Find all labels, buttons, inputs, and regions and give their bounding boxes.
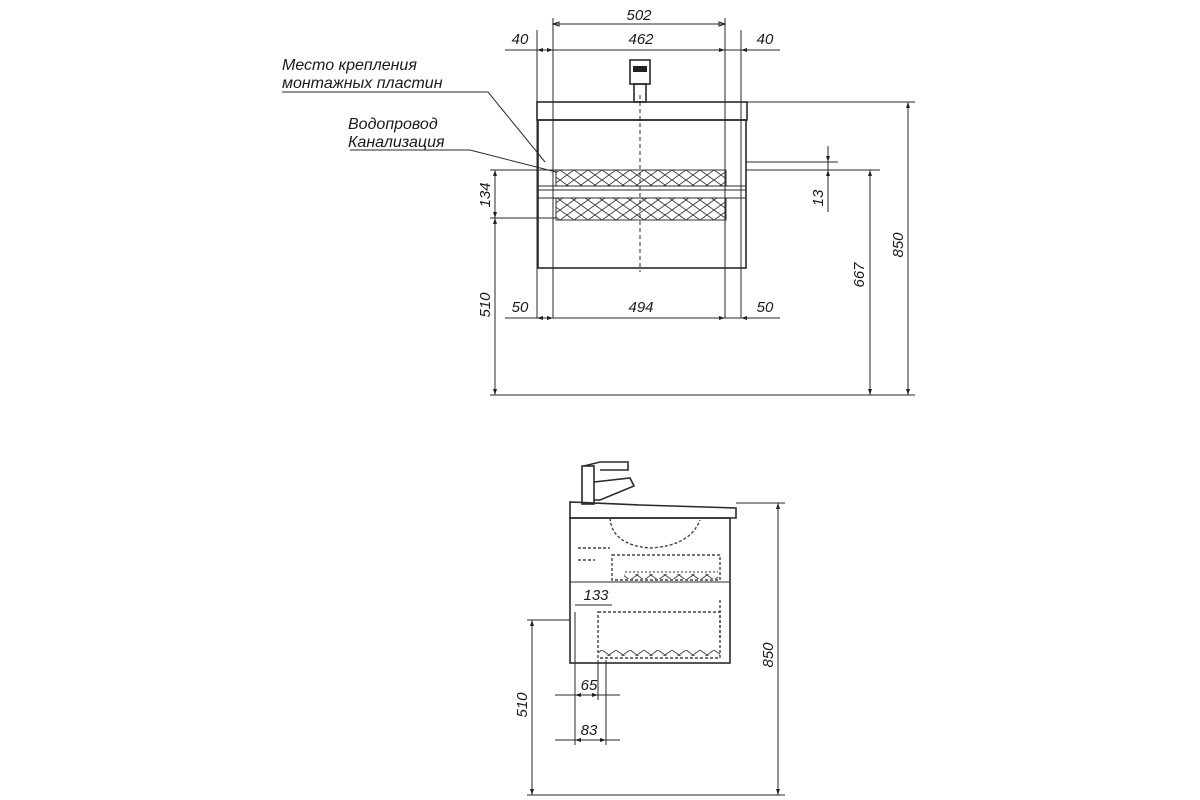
sewage-zone — [556, 198, 726, 220]
label-sewage: Канализация — [348, 134, 445, 151]
label-mounting-line2: монтажных пластин — [282, 75, 443, 92]
dim-total-height-side: 850 — [760, 642, 777, 668]
label-mounting-line1: Место крепления — [282, 57, 417, 74]
side-upper-drawer — [612, 555, 720, 580]
dim-drain-height: 667 — [851, 262, 868, 288]
dim-right-offset-bottom: 50 — [756, 299, 774, 316]
side-basin — [610, 518, 700, 548]
side-countertop — [570, 502, 736, 518]
dim-right-offset-top: 40 — [756, 31, 774, 48]
dim-side-65: 65 — [580, 677, 598, 694]
front-countertop — [537, 102, 747, 120]
water-supply-zone — [556, 170, 726, 186]
dim-total-height-front: 850 — [890, 232, 907, 258]
dim-overall-width: 502 — [626, 7, 652, 24]
front-view — [282, 7, 915, 395]
dim-side-133: 133 — [583, 587, 609, 604]
label-water-supply: Водопровод — [348, 116, 438, 133]
front-cabinet-body — [538, 120, 746, 268]
side-lower-drawer — [598, 600, 720, 658]
dim-inner-width-top: 462 — [628, 31, 654, 48]
dim-left-offset-top: 40 — [511, 31, 529, 48]
dim-mount-height-side: 510 — [514, 692, 531, 718]
dim-plate-gap: 13 — [810, 189, 827, 207]
dim-mount-height-front: 510 — [477, 292, 494, 318]
dim-left-offset-bottom: 50 — [511, 299, 529, 316]
dim-utility-zone-height: 134 — [477, 182, 494, 208]
dim-side-83: 83 — [580, 722, 598, 739]
dim-inner-width-bottom: 494 — [628, 299, 654, 316]
side-faucet-icon — [582, 462, 634, 504]
side-view — [514, 462, 785, 795]
